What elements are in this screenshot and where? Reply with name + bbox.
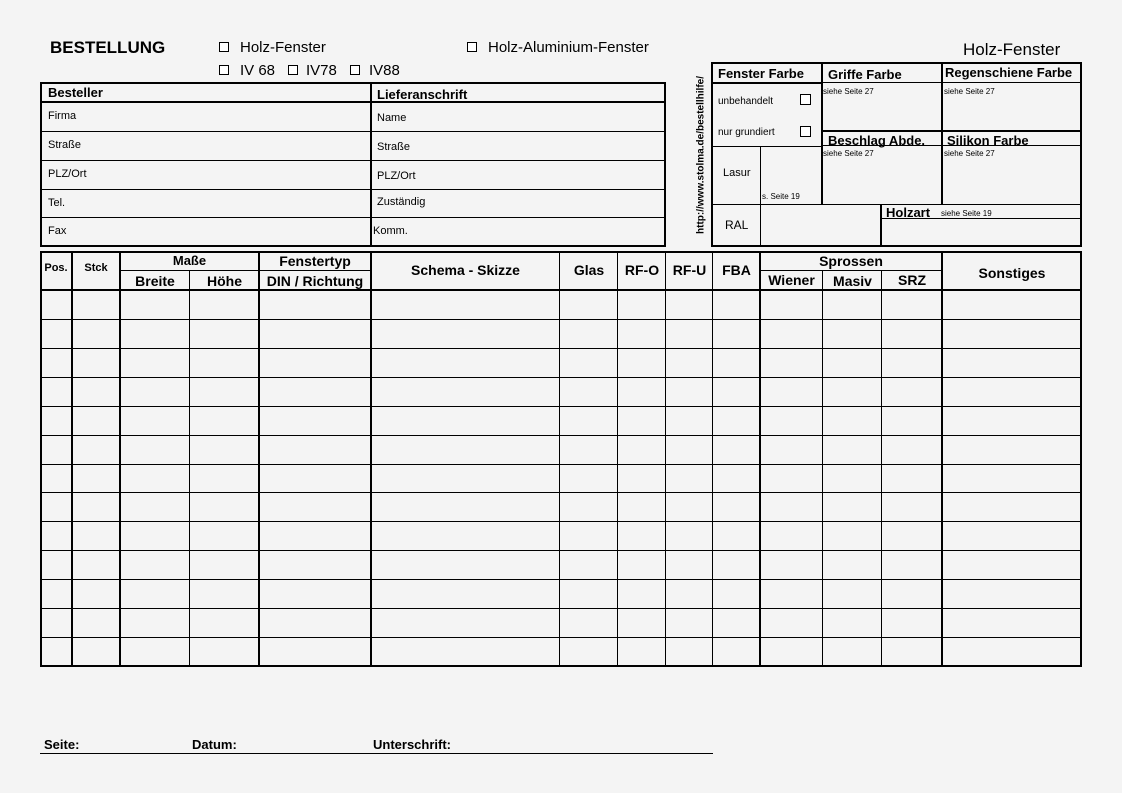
website-url[interactable]: http://www.stolma.de/bestellhilfe/ (695, 76, 707, 234)
form-title: BESTELLUNG (50, 38, 166, 57)
besteller-tel-field[interactable]: Tel. (48, 197, 66, 209)
col-breite: Breite (135, 273, 175, 289)
holzart-ref: siehe Seite 19 (941, 209, 992, 218)
col-fba: FBA (722, 262, 751, 278)
datum-field[interactable]: Datum: (192, 737, 237, 752)
signature-line (40, 753, 713, 754)
col-stck: Stck (84, 262, 108, 274)
col-hoehe: Höhe (207, 273, 242, 289)
col-fenstertyp: Fenstertyp (279, 253, 351, 269)
liefer-strasse-field[interactable]: Straße (377, 141, 411, 153)
besteller-fax-field[interactable]: Fax (48, 225, 67, 237)
iv68-label: IV 68 (240, 62, 276, 79)
holz-fenster-checkbox[interactable] (219, 42, 229, 52)
table-row[interactable] (40, 435, 1082, 464)
table-row[interactable] (40, 464, 1082, 493)
unbehandelt-label: unbehandelt (718, 96, 774, 107)
col-masiv: Masiv (833, 273, 872, 289)
beschlag-abde-title: Beschlag Abde. (828, 133, 926, 148)
table-row[interactable] (40, 492, 1082, 521)
besteller-firma-field[interactable]: Firma (48, 110, 77, 122)
iv68-checkbox[interactable] (219, 65, 229, 75)
holz-alu-fenster-checkbox[interactable] (467, 42, 477, 52)
regenschiene-farbe-title: Regenschiene Farbe (945, 65, 1073, 80)
liefer-plz-ort-field[interactable]: PLZ/Ort (377, 170, 416, 182)
liefer-name-field[interactable]: Name (377, 112, 407, 124)
besteller-plz-ort-field[interactable]: PLZ/Ort (48, 168, 87, 180)
holz-fenster-label: Holz-Fenster (240, 39, 326, 56)
table-row[interactable] (40, 377, 1082, 406)
col-glas: Glas (573, 262, 605, 278)
table-row[interactable] (40, 521, 1082, 550)
silikon-farbe-title: Silikon Farbe (947, 133, 1029, 148)
fenster-farbe-title: Fenster Farbe (718, 66, 804, 81)
ral-label: RAL (725, 218, 749, 232)
lasur-label: Lasur (723, 167, 751, 179)
col-sprossen: Sprossen (819, 253, 883, 269)
col-srz: SRZ (898, 272, 926, 288)
lieferanschrift-title: Lieferanschrift (377, 87, 468, 102)
table-row[interactable] (40, 637, 1082, 666)
col-din-richtung: DIN / Richtung (266, 273, 364, 289)
ral-input[interactable] (762, 206, 878, 244)
col-masse: Maße (172, 253, 207, 268)
holzart-title: Holzart (886, 205, 931, 220)
table-row[interactable] (40, 290, 1082, 319)
col-rf-u: RF-U (672, 262, 707, 278)
table-row[interactable] (40, 579, 1082, 608)
liefer-komm-field[interactable]: Komm. (373, 225, 408, 237)
col-pos: Pos. (44, 262, 68, 274)
table-row[interactable] (40, 348, 1082, 377)
address-block (40, 82, 666, 247)
iv78-checkbox[interactable] (288, 65, 298, 75)
col-wiener: Wiener (768, 272, 815, 288)
seite-field[interactable]: Seite: (44, 737, 80, 752)
col-rf-o: RF-O (624, 262, 660, 278)
nur-grundiert-checkbox[interactable] (800, 126, 811, 137)
col-sonstiges: Sonstiges (978, 265, 1046, 281)
nur-grundiert-label: nur grundiert (718, 127, 775, 138)
iv88-label: IV88 (369, 62, 400, 79)
silikon-ref: siehe Seite 27 (944, 149, 995, 158)
griffe-farbe-title: Griffe Farbe (828, 67, 902, 82)
besteller-strasse-field[interactable]: Straße (48, 139, 82, 151)
col-schema-skizze: Schema - Skizze (411, 262, 520, 278)
griffe-ref: siehe Seite 27 (823, 87, 874, 96)
unterschrift-field[interactable]: Unterschrift: (373, 737, 452, 752)
table-row[interactable] (40, 608, 1082, 637)
liefer-zustaendig-field[interactable]: Zuständig (377, 196, 426, 208)
table-row[interactable] (40, 319, 1082, 348)
table-row[interactable] (40, 406, 1082, 435)
lasur-ref: s. Seite 19 (762, 192, 800, 201)
holz-alu-fenster-label: Holz-Aluminium-Fenster (488, 39, 649, 56)
iv88-checkbox[interactable] (350, 65, 360, 75)
table-row[interactable] (40, 550, 1082, 579)
iv78-label: IV78 (306, 62, 337, 79)
unbehandelt-checkbox[interactable] (800, 94, 811, 105)
regenschiene-ref: siehe Seite 27 (944, 87, 995, 96)
beschlag-ref: siehe Seite 27 (823, 149, 874, 158)
besteller-title: Besteller (48, 85, 103, 100)
document-label: Holz-Fenster (963, 40, 1061, 59)
